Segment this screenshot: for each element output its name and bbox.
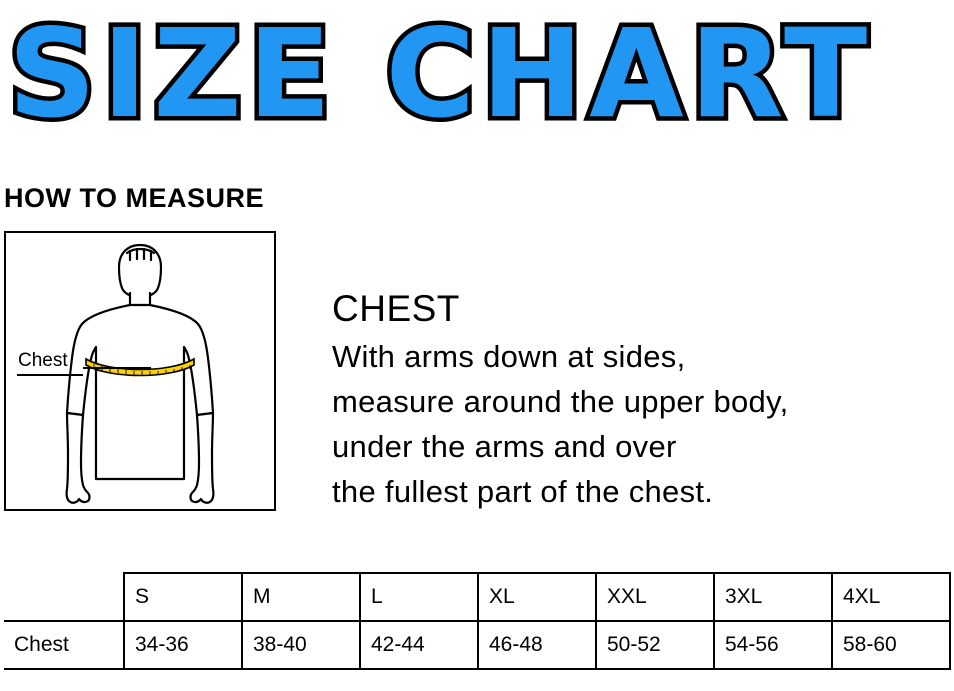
table-header-row — [4, 573, 950, 621]
title-text: SIZE CHART — [8, 3, 874, 145]
chest-description-line-3: under the arms and over — [332, 429, 677, 464]
chest-description-line-4: the fullest part of the chest. — [332, 474, 714, 509]
chest-description — [332, 286, 932, 514]
chest-description-line-2: measure around the upper body, — [332, 384, 789, 419]
table-cell: 34-36 — [124, 621, 242, 669]
size-table — [4, 572, 951, 670]
chest-description-body — [332, 334, 932, 514]
size-table-wrapper — [4, 572, 950, 670]
table-cell: 54-56 — [714, 621, 832, 669]
table-header-cell: 3XL — [714, 573, 832, 621]
table-row — [4, 621, 950, 669]
table-header-cell: XXL — [596, 573, 714, 621]
chest-figure-label: Chest — [18, 350, 68, 371]
how-to-measure-heading: HOW TO MEASURE — [4, 183, 265, 213]
table-cell: 42-44 — [360, 621, 478, 669]
chest-description-heading: CHEST — [332, 288, 460, 329]
table-cell: 50-52 — [596, 621, 714, 669]
table-cell: 58-60 — [832, 621, 950, 669]
table-header-cell: S — [124, 573, 242, 621]
chest-description-line-1: With arms down at sides, — [332, 339, 686, 374]
table-cell: 46-48 — [478, 621, 596, 669]
chest-label-underline — [17, 374, 83, 376]
page-title — [0, 0, 954, 150]
table-cell: 38-40 — [242, 621, 360, 669]
chest-leader-line — [83, 367, 151, 369]
size-chart-title-graphic — [0, 0, 954, 150]
table-header-cell: XL — [478, 573, 596, 621]
table-header-cell: L — [360, 573, 478, 621]
table-header-cell: 4XL — [832, 573, 950, 621]
table-row-label: Chest — [4, 621, 124, 669]
table-header-cell: M — [242, 573, 360, 621]
table-corner-cell — [4, 573, 124, 621]
